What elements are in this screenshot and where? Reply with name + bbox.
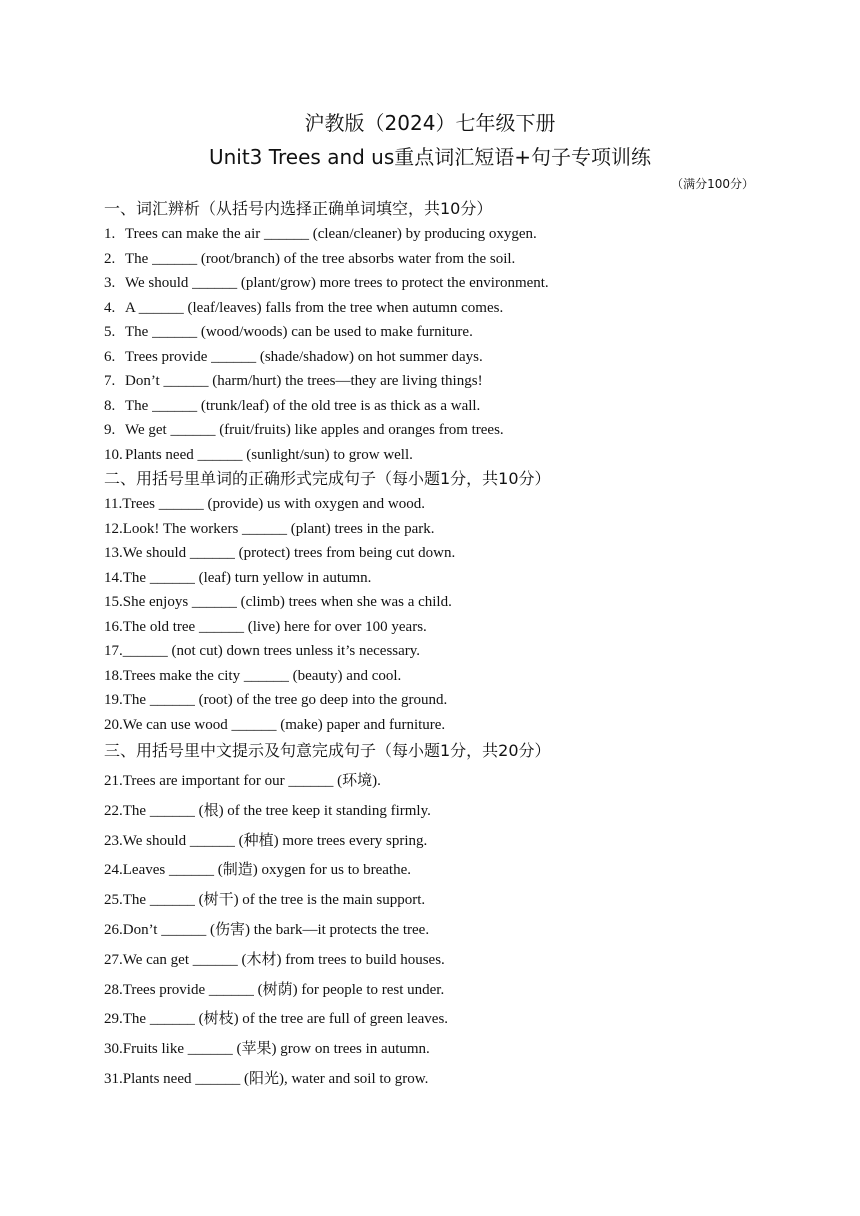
question-number: 7. xyxy=(104,373,116,389)
question-item xyxy=(104,541,784,566)
question-item xyxy=(104,767,784,797)
question-number: 4. xyxy=(104,299,116,316)
question-number: 30. xyxy=(104,1041,123,1058)
question-number: 23. xyxy=(104,832,123,849)
question-item xyxy=(104,345,784,370)
question-item xyxy=(104,1065,784,1095)
section-3-heading: 三、用括号里中文提示及句意完成句子（每小题1分，共20分） xyxy=(104,741,551,760)
question-text: The ______ (root) of the tree go deep into the ground. xyxy=(122,692,448,708)
question-text: The ______ (树干) of the tree is the main support. xyxy=(122,892,426,909)
question-item xyxy=(104,222,784,247)
question-item xyxy=(104,418,784,443)
question-text: We get ______ (fruit/fruits) like apples and oranges from trees. xyxy=(125,422,504,438)
question-number: 20. xyxy=(104,716,123,733)
question-item xyxy=(104,247,784,272)
question-text: Plants need ______ (sunlight/sun) to grow well. xyxy=(125,446,413,463)
question-item xyxy=(104,664,784,689)
question-number: 19. xyxy=(104,692,123,708)
question-item xyxy=(104,827,784,857)
question-text: We should ______ (plant/grow) more trees to protect the environment. xyxy=(125,275,549,291)
question-number: 25. xyxy=(104,892,123,909)
question-text: Leaves ______ (制造) oxygen for us to breathe. xyxy=(122,862,412,879)
question-item xyxy=(104,976,784,1006)
question-number: 13. xyxy=(104,545,123,561)
question-text: ______ (not cut) down trees unless it’s necessary. xyxy=(122,643,421,659)
question-number: 31. xyxy=(104,1070,123,1087)
question-text: Don’t ______ (harm/hurt) the trees—they are living things! xyxy=(125,373,483,389)
question-text: She enjoys ______ (climb) trees when she was a child. xyxy=(122,594,452,610)
question-text: Trees ______ (provide) us with oxygen and wood. xyxy=(122,496,425,512)
question-number: 11. xyxy=(104,496,123,512)
question-item xyxy=(104,296,784,321)
question-number: 21. xyxy=(104,773,123,789)
question-item xyxy=(104,369,784,394)
question-item xyxy=(104,1005,784,1035)
question-number: 18. xyxy=(104,667,123,684)
title-line-2: Unit3 Trees and us重点词汇短语+句子专项训练 xyxy=(208,145,652,169)
question-item xyxy=(104,886,784,916)
question-item xyxy=(104,615,784,640)
question-number: 16. xyxy=(104,618,123,635)
section-1-heading: 一、词汇辨析（从括号内选择正确单词填空，共10分） xyxy=(104,199,493,218)
question-number: 12. xyxy=(104,520,123,537)
section-3-list xyxy=(104,767,784,1095)
question-number: 8. xyxy=(104,397,116,414)
question-item xyxy=(104,566,784,591)
question-text: Trees make the city ______ (beauty) and cool. xyxy=(122,667,402,684)
question-item xyxy=(104,856,784,886)
full-score-note: （满分100分） xyxy=(671,177,754,191)
question-number: 29. xyxy=(104,1011,123,1028)
question-item xyxy=(104,492,784,517)
question-text: Fruits like ______ (苹果) grow on trees in autumn. xyxy=(122,1041,430,1058)
question-item xyxy=(104,639,784,664)
question-number: 10. xyxy=(104,446,123,463)
question-item xyxy=(104,590,784,615)
question-text: Plants need ______ (阳光), water and soil to grow. xyxy=(122,1070,429,1087)
section-2-heading: 二、用括号里单词的正确形式完成句子（每小题1分，共10分） xyxy=(104,469,551,488)
question-item xyxy=(104,443,784,468)
question-text: We can use wood ______ (make) paper and furniture. xyxy=(122,716,446,733)
question-number: 14. xyxy=(104,569,123,586)
question-number: 15. xyxy=(104,594,123,610)
question-number: 26. xyxy=(104,921,123,938)
question-text: We should ______ (种植) more trees every spring. xyxy=(122,832,428,849)
question-text: We can get ______ (木材) from trees to build houses. xyxy=(122,951,445,968)
question-number: 9. xyxy=(104,422,116,438)
question-number: 24. xyxy=(104,862,123,879)
question-item xyxy=(104,394,784,419)
question-number: 27. xyxy=(104,951,123,968)
question-number: 5. xyxy=(104,324,116,340)
question-number: 2. xyxy=(104,250,116,267)
question-item xyxy=(104,517,784,542)
question-item xyxy=(104,916,784,946)
question-item xyxy=(104,271,784,296)
question-text: Trees are important for our ______ (环境). xyxy=(122,773,381,789)
question-text: The ______ (root/branch) of the tree absorbs water from the soil. xyxy=(125,250,516,267)
question-text: We should ______ (protect) trees from being cut down. xyxy=(122,545,456,561)
question-text: The ______ (trunk/leaf) of the old tree is as thick as a wall. xyxy=(125,397,481,414)
question-text: The ______ (leaf) turn yellow in autumn. xyxy=(122,569,372,586)
question-item xyxy=(104,713,784,738)
question-text: The ______ (根) of the tree keep it standing firmly. xyxy=(122,802,431,819)
section-2-list xyxy=(104,492,784,737)
question-text: Look! The workers ______ (plant) trees in the park. xyxy=(122,520,435,537)
question-item xyxy=(104,688,784,713)
question-text: Don’t ______ (伤害) the bark—it protects the tree. xyxy=(122,921,430,938)
question-text: The old tree ______ (live) here for over 100 years. xyxy=(122,618,427,635)
question-number: 3. xyxy=(104,275,116,291)
question-item xyxy=(104,1035,784,1065)
question-text: Trees provide ______ (树荫) for people to rest under. xyxy=(122,981,445,998)
section-1-list xyxy=(104,222,784,467)
title-line-1: 沪教版（2024）七年级下册 xyxy=(304,111,556,135)
question-number: 17. xyxy=(104,643,123,659)
question-item xyxy=(104,797,784,827)
question-item xyxy=(104,946,784,976)
question-text: A ______ (leaf/leaves) falls from the tree when autumn comes. xyxy=(125,299,504,316)
question-text: The ______ (wood/woods) can be used to make furniture. xyxy=(125,324,473,340)
question-text: Trees provide ______ (shade/shadow) on hot summer days. xyxy=(125,348,483,365)
question-number: 28. xyxy=(104,981,123,998)
question-item xyxy=(104,320,784,345)
question-number: 22. xyxy=(104,802,123,819)
question-number: 6. xyxy=(104,348,116,365)
question-text: The ______ (树枝) of the tree are full of green leaves. xyxy=(122,1011,449,1028)
question-text: Trees can make the air ______ (clean/cleaner) by producing oxygen. xyxy=(125,226,537,242)
question-number: 1. xyxy=(104,226,116,242)
